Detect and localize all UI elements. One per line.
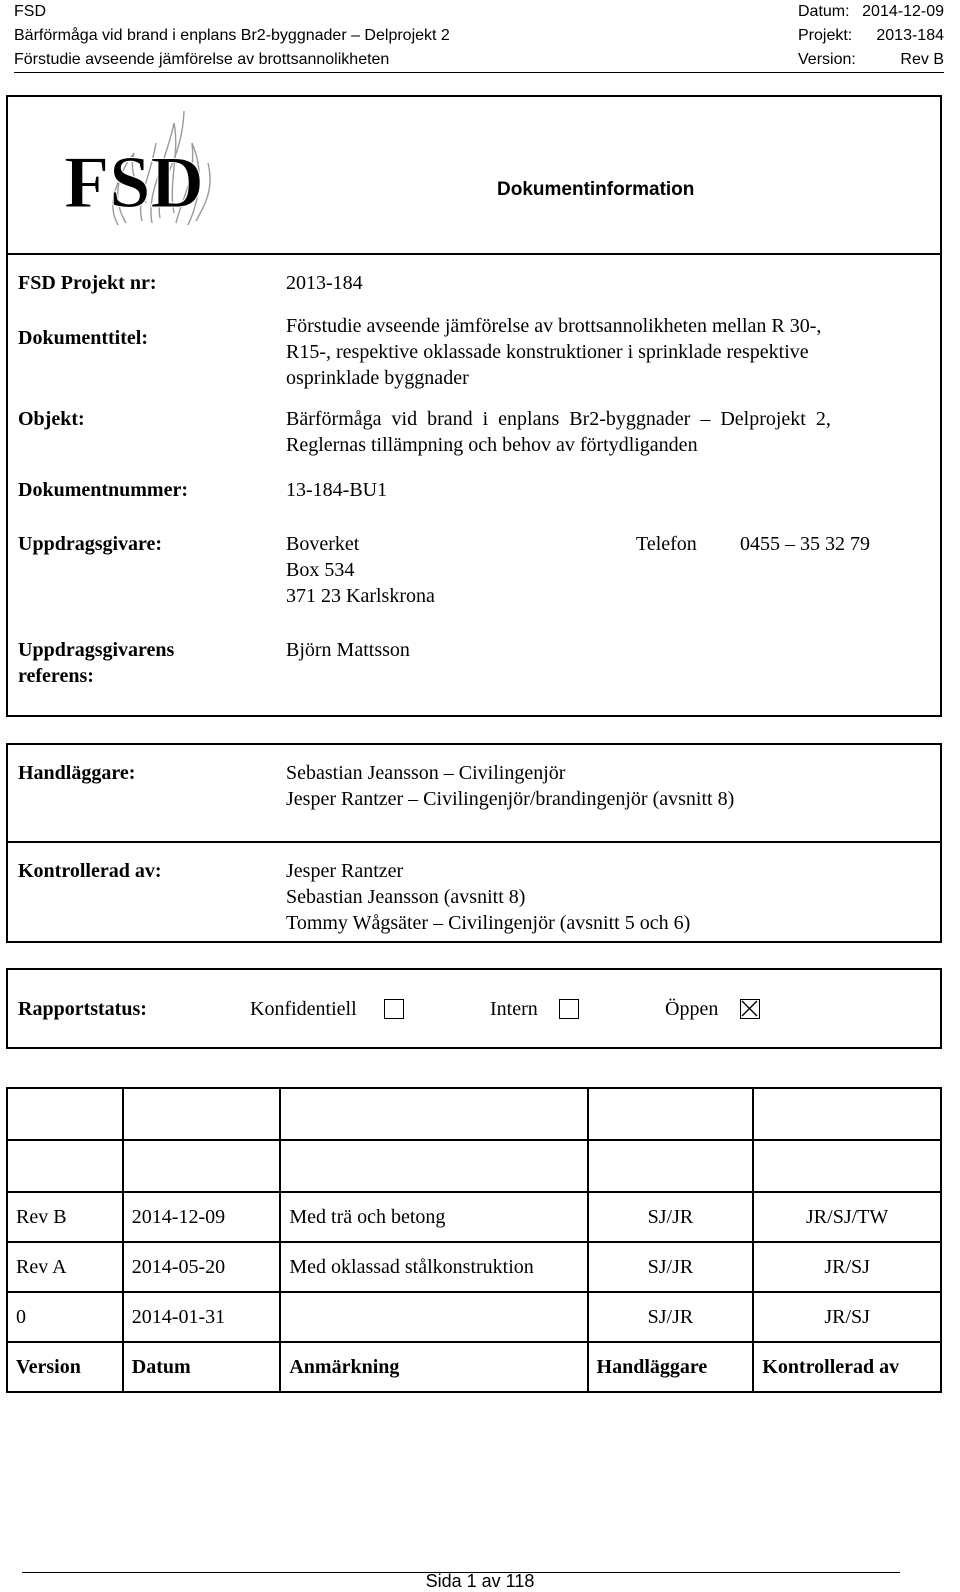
page-number: Sida 1 av 118 (425, 1571, 535, 1591)
status-option-confidential: Konfidentiell (250, 998, 357, 1020)
object-line: Bärförmåga vid brand i enplans Br2-byggnader – Delprojekt 2, (286, 408, 831, 430)
checkmark-x-icon (741, 1000, 758, 1017)
status-option-open: Öppen (665, 998, 719, 1020)
handler-list (286, 760, 734, 812)
client-ref-label (18, 637, 174, 689)
document-info-box (6, 95, 942, 717)
client-line: Boverket (286, 533, 360, 555)
client-ref-label-line: referens: (18, 665, 94, 687)
table-header-row (7, 1342, 941, 1392)
cell-handler: SJ/JR (588, 1192, 754, 1242)
cell-note: Med oklassad stålkonstruktion (280, 1242, 587, 1292)
status-label: Rapportstatus: (18, 998, 147, 1020)
handler-label: Handläggare: (18, 762, 136, 784)
checker-item: Tommy Wågsäter – Civilingenjör (avsnitt 5 och 6) (286, 912, 691, 934)
project-nr-value: 2013-184 (286, 272, 363, 294)
handling-box (6, 743, 942, 943)
handler-item: Sebastian Jeansson – Civilingenjör (286, 762, 566, 784)
cell-checked: JR/SJ/TW (753, 1192, 941, 1242)
checker-item: Jesper Rantzer (286, 860, 404, 882)
checker-list (286, 858, 690, 936)
handler-item: Jesper Rantzer – Civilingenjör/brandingenjör (avsnitt 8) (286, 788, 735, 810)
divider (8, 841, 940, 843)
cell-date: 2014-12-09 (123, 1192, 281, 1242)
checked-label: Kontrollerad av: (18, 860, 162, 882)
cell-checked: JR/SJ (753, 1292, 941, 1342)
column-header: Anmärkning (280, 1342, 587, 1392)
doc-title-line: Förstudie avseende jämförelse av brottsannolikheten mellan R 30-, (286, 315, 822, 337)
cell-note (280, 1292, 587, 1342)
client-address (286, 531, 435, 609)
header-version-value: Rev B (900, 51, 944, 68)
object-label: Objekt: (18, 408, 85, 430)
header-company: FSD (14, 3, 46, 20)
cell-checked: JR/SJ (753, 1242, 941, 1292)
cell-version: Rev A (7, 1242, 123, 1292)
checker-item: Sebastian Jeansson (avsnitt 8) (286, 886, 526, 908)
column-header: Handläggare (588, 1342, 754, 1392)
table-row (7, 1292, 941, 1342)
cell-version: Rev B (7, 1192, 123, 1242)
fsd-logo (56, 103, 236, 243)
cell-handler: SJ/JR (588, 1242, 754, 1292)
cell-date: 2014-01-31 (123, 1292, 281, 1342)
project-nr-label: FSD Projekt nr: (18, 272, 157, 294)
flame-icon (56, 103, 236, 243)
logo-text: FSD (64, 142, 204, 224)
header-divider (14, 72, 944, 73)
column-header: Kontrollerad av (753, 1342, 941, 1392)
divider (8, 253, 940, 255)
table-row (7, 1242, 941, 1292)
column-header: Version (7, 1342, 123, 1392)
internal-checkbox[interactable] (559, 999, 579, 1019)
doc-number-label: Dokumentnummer: (18, 479, 188, 501)
revision-table (6, 1087, 942, 1393)
object-value (286, 406, 926, 458)
doc-title-line: R15-, respektive oklassade konstruktioner i sprinklade respektive (286, 341, 809, 363)
doc-title-label: Dokumenttitel: (18, 327, 148, 349)
header-date-value: 2014-12-09 (862, 3, 944, 20)
client-ref-label-line: Uppdragsgivarens (18, 639, 175, 661)
status-option-internal: Intern (490, 998, 538, 1020)
phone-label: Telefon (636, 533, 697, 555)
client-line: Box 534 (286, 559, 355, 581)
cell-handler: SJ/JR (588, 1292, 754, 1342)
client-label: Uppdragsgivare: (18, 533, 163, 555)
header-version-label: Version: (798, 51, 856, 68)
doc-title-value (286, 313, 821, 391)
phone-value: 0455 – 35 32 79 (740, 533, 870, 555)
object-line: Reglernas tillämpning och behov av förtydliganden (286, 434, 698, 456)
header-date-label: Datum: (798, 3, 850, 20)
header-project-title: Bärförmåga vid brand i enplans Br2-byggnader – Delprojekt 2 (14, 27, 450, 44)
cell-note: Med trä och betong (280, 1192, 587, 1242)
column-header: Datum (123, 1342, 281, 1392)
doc-title-line: osprinklade byggnader (286, 367, 469, 389)
doc-number-value: 13-184-BU1 (286, 479, 388, 501)
header-project-label: Projekt: (798, 27, 853, 44)
open-checkbox[interactable] (740, 999, 760, 1019)
confidential-checkbox[interactable] (384, 999, 404, 1019)
client-ref-value: Björn Mattsson (286, 639, 410, 661)
table-row (7, 1192, 941, 1242)
table-row-empty (7, 1088, 941, 1140)
header-project-value: 2013-184 (876, 27, 944, 44)
report-status-box (6, 968, 942, 1049)
header-study-title: Förstudie avseende jämförelse av brottsannolikheten (14, 51, 390, 68)
cell-version: 0 (7, 1292, 123, 1342)
document-info-heading: Dokumentinformation (497, 179, 695, 200)
client-line: 371 23 Karlskrona (286, 585, 435, 607)
cell-date: 2014-05-20 (123, 1242, 281, 1292)
table-row-empty (7, 1140, 941, 1192)
